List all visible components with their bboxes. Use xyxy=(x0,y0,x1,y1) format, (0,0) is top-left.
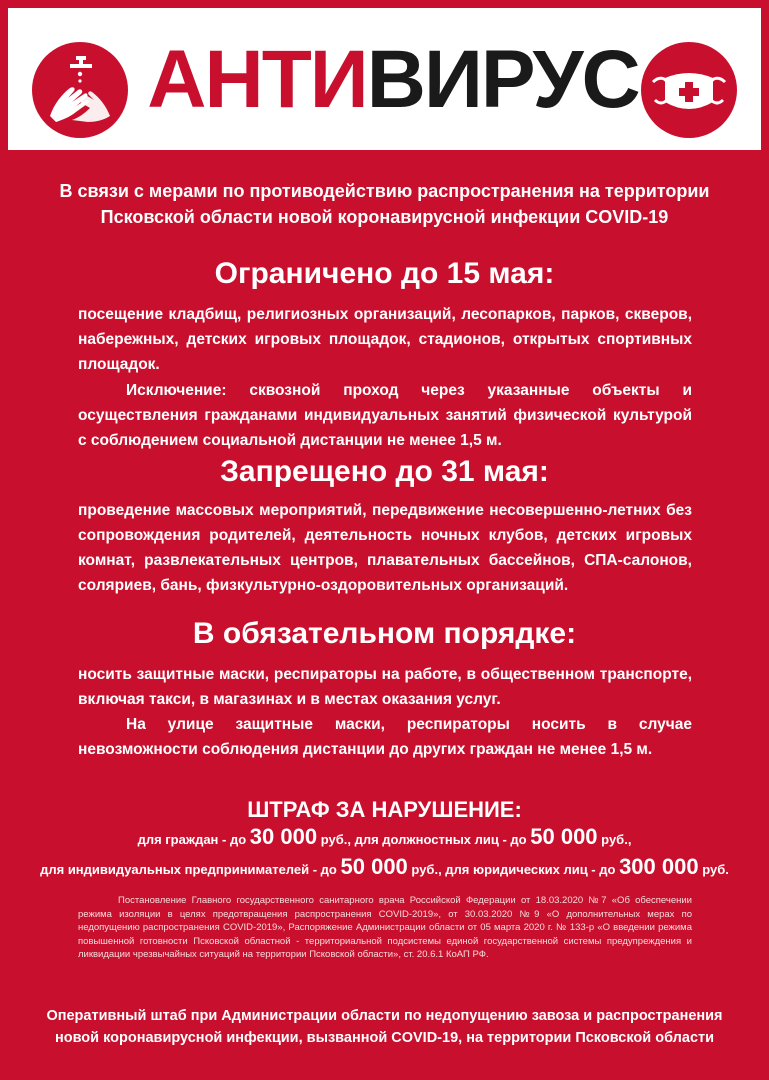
restricted-text: посещение кладбищ, религиозных организаций, лесопарков, парков, скверов, набережных, детских игровых площадок, стадионов, открытых спортивных площадок. xyxy=(78,306,692,373)
fine-rub-1: руб., xyxy=(601,832,632,847)
hand-washing-icon xyxy=(32,42,128,138)
fine-legal-label: руб., для юридических лиц - до xyxy=(411,862,616,877)
heading-restricted: Ограничено до 15 мая: xyxy=(214,257,555,290)
mandatory-text: носить защитные маски, респираторы на работе, в общественном транспорте, включая такси, в магазинах и в местах оказания услуг. xyxy=(78,666,692,708)
fine-legal-amount: 300 000 xyxy=(619,854,699,879)
fine-citizens-label: для граждан - до xyxy=(137,832,247,847)
prohibited-text: проведение массовых мероприятий, передвижение несовершенно-летних без сопровождения родителей, деятельность ночных клубов, детских игровых комнат, развлекательных центров, плавательных бассейнов, СПА-салонов, соляриев, бань, физкультурно-оздоровительных организаций. xyxy=(78,502,692,594)
heading-prohibited: Запрещено до 31 мая: xyxy=(220,455,549,488)
fine-rub-2: руб. xyxy=(702,862,729,877)
page-title xyxy=(138,30,648,130)
fine-heading: ШТРАФ ЗА НАРУШЕНИЕ: xyxy=(247,797,522,822)
legal-note: Постановление Главного государственного санитарного врача Российской Федерации от 18.03.2020 №7 «Об обеспечении режима изоляции в целях предотвращения распространения COVID-2019», от 30.03.2020 №9 «О дополнительных мерах по недопущению распространения COVID-2019», Распоряжение Администрации области от 05 марта 2020 г. № 133-р «О введении режима повышенной готовности Псковской областной - территориальной подсистемы единой государственной системы предупреждения и ликвидации чрезвычайных ситуаций на территории Псковской области», ст. 20.6.1 КоАП РФ. xyxy=(78,895,692,960)
fine-entrepreneurs-amount: 50 000 xyxy=(340,854,408,879)
fine-entrepreneurs-label: для индивидуальных предпринимателей - до xyxy=(40,862,337,877)
header-banner xyxy=(0,0,769,158)
medical-mask-icon xyxy=(641,42,737,138)
fine-officials-amount: 50 000 xyxy=(530,824,598,849)
footer-text: Оперативный штаб при Администрации области по недопущению завоза и распространения новой коронавирусной инфекции, вызванной COVID-19, на территории Псковской области xyxy=(46,1008,723,1046)
heading-mandatory: В обязательном порядке: xyxy=(192,617,577,650)
intro-text: В связи с мерами по противодействию распространения на территории Псковской области новой коронавирусной инфекции COVID-19 xyxy=(59,181,710,227)
fine-citizens-amount: 30 000 xyxy=(249,824,318,849)
fine-officials-label: руб., для должностных лиц - до xyxy=(320,832,527,847)
exception-text: Исключение: сквозной проход через указанные объекты и осуществления гражданами индивидуальных занятий физической культурой с соблюдением социальной дистанции не менее 1,5 м. xyxy=(78,382,692,449)
title-part-dark: ВИРУС xyxy=(366,34,639,125)
mandatory-text-street: На улице защитные маски, респираторы носить в случае невозможности соблюдения дистанции до других граждан не менее 1,5 м. xyxy=(78,716,692,758)
title-part-red: АНТИ xyxy=(147,34,367,125)
fine-line-2 xyxy=(0,852,769,885)
fine-line-1 xyxy=(0,822,769,855)
